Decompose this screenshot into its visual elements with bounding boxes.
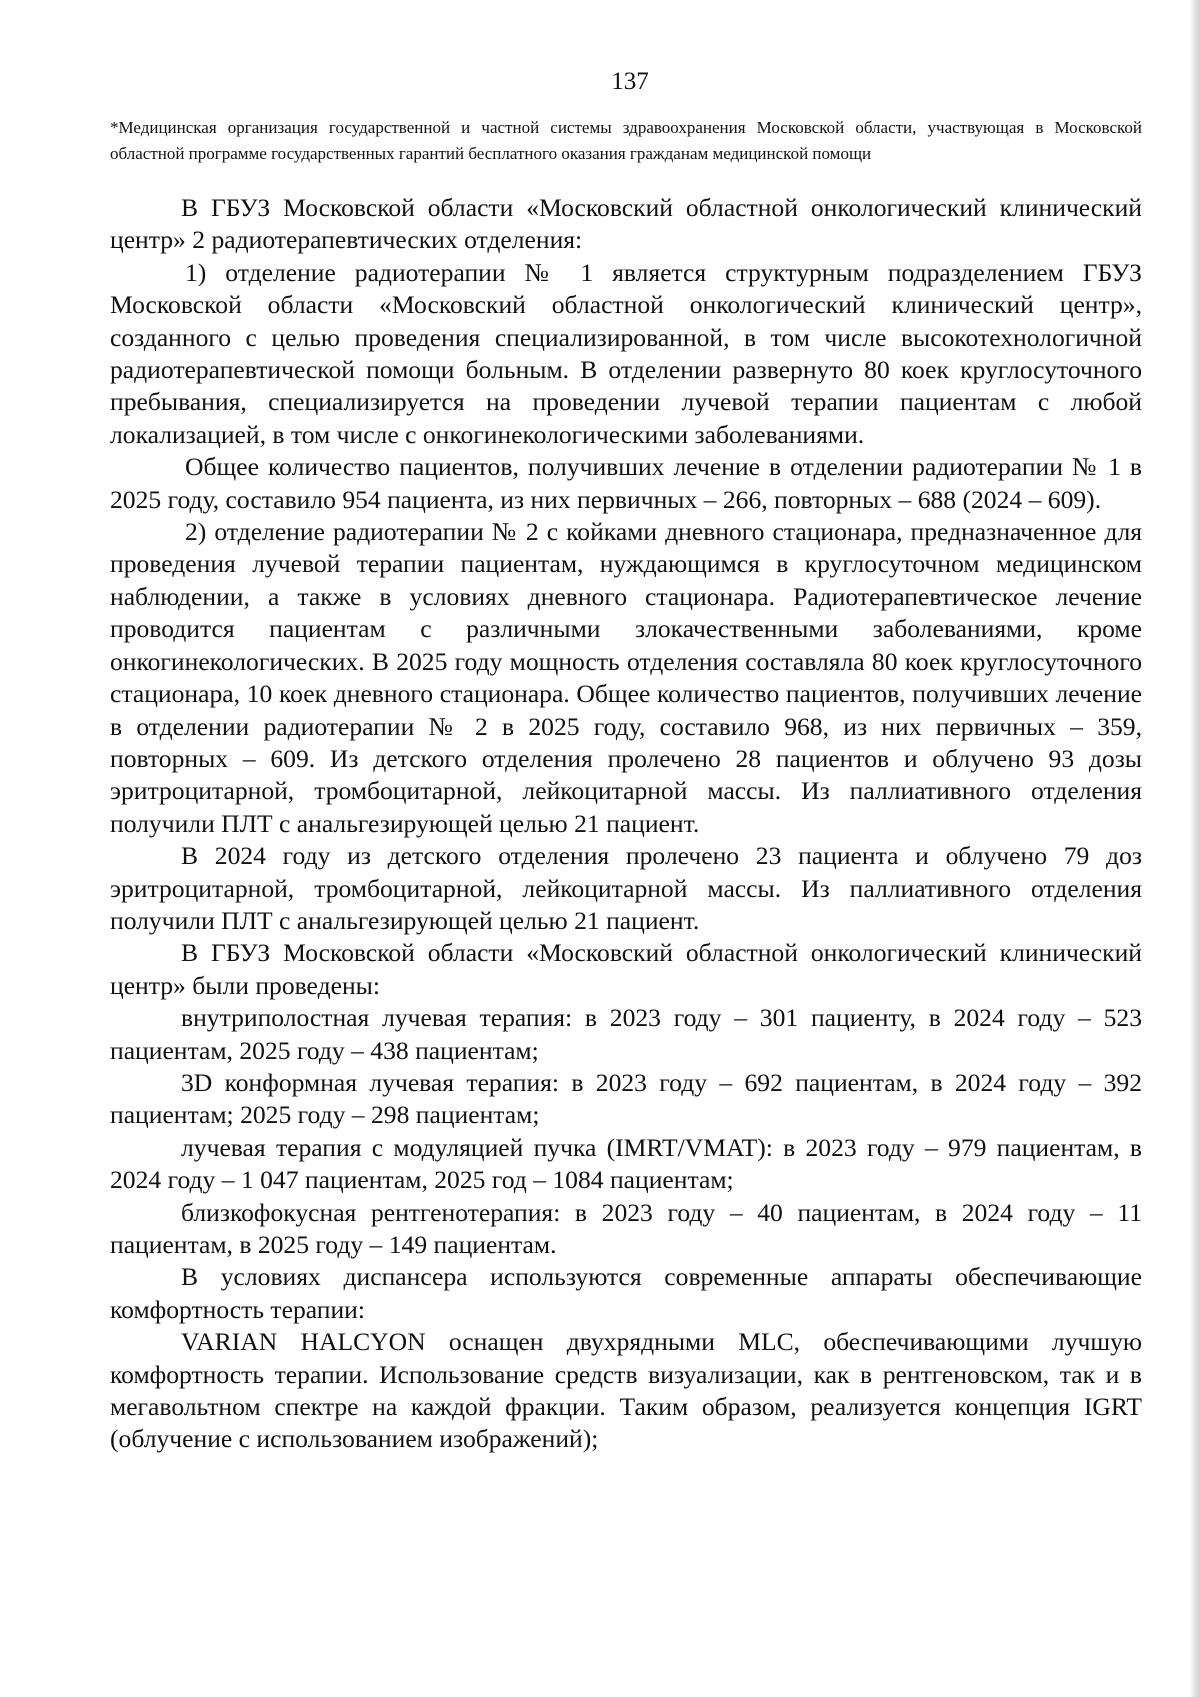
page-number: 137 — [611, 68, 649, 95]
paragraph-department-1: 1) отделение радиотерапии № 1 является структурным подразделением ГБУЗ Московской области «Московский областной онкологический клинический центр», созданного с целью проведения специализированной, в том числе высокотехнологичной радиотерапевтической помощи больным. В отделении развернуто 80 коек круглосуточного пребывания, специализируется на проведении лучевой терапии пациентам с любой локализацией, в том числе с онкогинекологическими заболеваниями. — [110, 257, 1142, 449]
paragraph-2024-summary: В 2024 году из детского отделения пролечено 23 пациента и облучено 79 доз эритроцитарной, тромбоцитарной, лейкоцитарной массы. Из паллиативного отделения получили ПЛТ с анальгезирующей целью 21 пациент. — [110, 841, 1142, 935]
paragraph-department-2: 2) отделение радиотерапии № 2 с койками дневного стационара, предназначенное для проведения лучевой терапии пациентам, нуждающимся в круглосуточном медицинском наблюдении, а также в условиях дневного стационара. Радиотерапевтическое лечение проводится пациентам с различными злокачественными заболеваниями, кроме онкогинекологических. В 2025 году мощность отделения составляла 80 коек круглосуточного стационара, 10 коек дневного стационара. Общее количество пациентов, получивших лечение в отделении радиотерапии № 2 в 2025 году, составило 968, из них первичных – 359, повторных – 609. Из детского отделения пролечено 28 пациентов и облучено 93 дозы эритроцитарной, тромбоцитарной, лейкоцитарной массы. Из паллиативного отделения получили ПЛТ с анальгезирующей целью 21 пациент. — [110, 517, 1142, 838]
paragraph-varian-halcyon: VARIAN HALCYON оснащен двухрядными MLC, обеспечивающими лучшую комфортность терапии. Использование средств визуализации, как в рентгеновском, так и в мегавольтном спектре на каждой фракции. Таким образом, реализуется концепция IGRT (облучение с использованием изображений); — [110, 1327, 1142, 1454]
paragraph-procedures-intro: В ГБУЗ Московской области «Московский областной онкологический клинический центр» были проведены: — [110, 938, 1142, 1000]
scan-edge — [1190, 0, 1200, 1697]
body-text — [110, 192, 1142, 1456]
paragraph-intracavitary-therapy: внутриполостная лучевая терапия: в 2023 году – 301 пациенту, в 2024 году – 523 пациентам, 2025 году – 438 пациентам; — [110, 1003, 1142, 1065]
paragraph-department-1-patients: Общее количество пациентов, получивших лечение в отделении радиотерапии № 1 в 2025 году, составило 954 пациента, из них первичных – 266, повторных – 688 (2024 – 609). — [110, 452, 1142, 514]
footnote: *Медицинская организация государственной и частной системы здравоохранения Московской области, участвующая в Московской областной программе государственных гарантий бесплатного оказания гражданам медицинской помощи — [110, 118, 1142, 163]
paragraph-imrt-vmat-therapy: лучевая терапия с модуляцией пучка (IMRT/VMAT): в 2023 году – 979 пациентам, в 2024 году – 1 047 пациентам, 2025 год – 1084 пациентам; — [110, 1132, 1142, 1195]
paragraph-3d-conformal-therapy: 3D конформная лучевая терапия: в 2023 году – 692 пациентам, в 2024 году – 392 пациентам; 2025 году – 298 пациентам; — [110, 1067, 1142, 1130]
paragraph-close-focus-xray: близкофокусная рентгенотерапия: в 2023 году – 40 пациентам, в 2024 году – 11 пациентам, в 2025 году – 149 пациентам. — [110, 1197, 1142, 1259]
paragraph-departments-intro: В ГБУЗ Московской области «Московский областной онкологический клинический центр» 2 радиотерапевтических отделения: — [110, 193, 1142, 255]
paragraph-equipment-intro: В условиях диспансера используются современные аппараты обеспечивающие комфортность терапии: — [110, 1262, 1142, 1324]
